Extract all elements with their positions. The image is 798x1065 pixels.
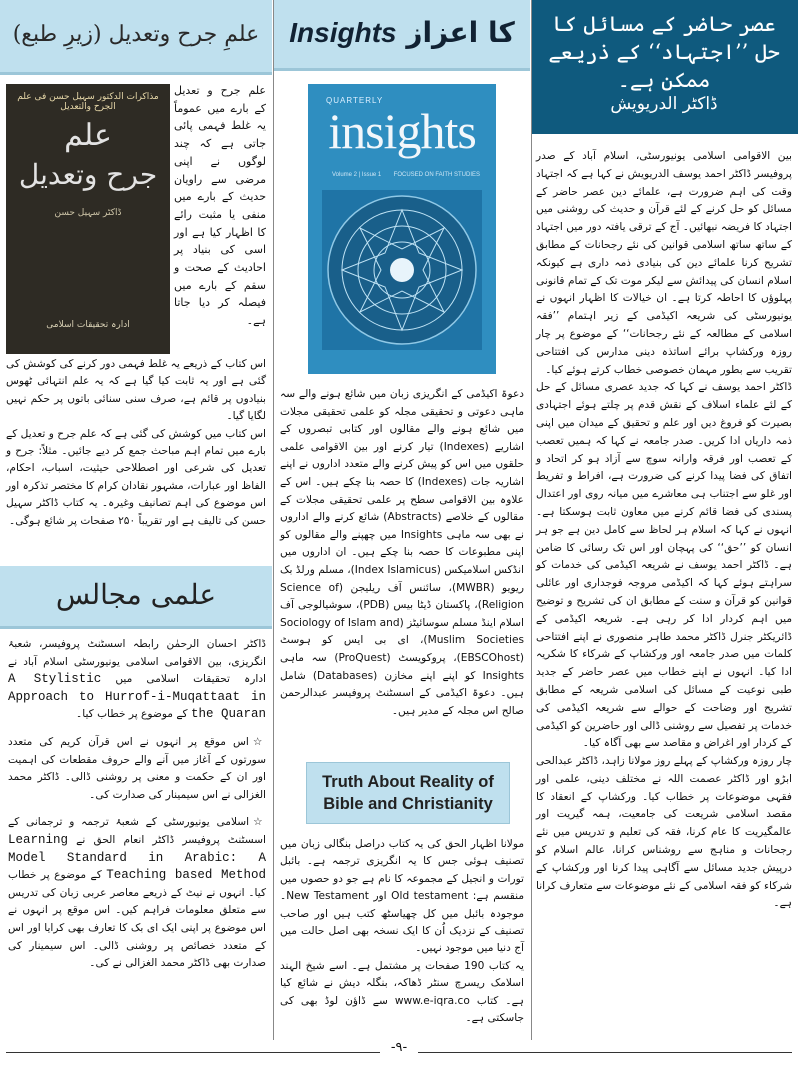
column-divider bbox=[273, 0, 274, 1040]
cover-volume: Volume 2 | Issue 1 bbox=[332, 172, 382, 178]
majalis-paragraph: ☆اسلامی یونیورسٹی کے شعبۂ ترجمہ و ترجمانی کے اسسٹنٹ پروفیسر ڈاکٹر انعام الحق نے Learning Model Standard in Arabic: A Teaching based Method کے موضوع پر خطاب کیا۔ انہوں نے نیٹ کے ذریعے معاصر عربی زبان کی تدریس سے متعلق معلومات فراہم کیں۔ اس موقع پر انہوں نے اس موضوع پر اپنی ایک ای بک کا تعارف بھی کرایا اور اس کے متعدد خصائص پر روشنی ڈالی۔ اس سیمینار کی صدارت بھی ڈاکٹر محمد الغزالی نے کی۔ bbox=[8, 816, 267, 970]
majalis-title: علمی مجالس bbox=[55, 578, 217, 611]
right-article-author: ڈاکٹر الدریویش bbox=[610, 94, 718, 114]
bible-paragraph: یہ کتاب 190 صفحات پر مشتمل ہے۔ اسے شیخ الہند اسلامک ریسرچ سنٹر ڈھاکہ، بنگلہ دیش نے شائع کیا ہے۔ کتاب www.e-iqra.co سے ڈاؤن لوڈ بھی کی جاسکتی ہے۔ bbox=[280, 959, 524, 1025]
star-icon: ☆ bbox=[253, 816, 267, 829]
majalis-paragraph: ڈاکٹر احسان الرحمٰن رابطہ اسسٹنٹ پروفیسر، شعبۂ انگریزی، بین الاقوامی اسلامی یونیورسٹی اسلام آباد نے ادارہ تحقیقات اسلامی میں A Stylistic Approach to Hurrof-i-Muqattaat in the Quaran کے موضوع پر خطاب کیا۔ bbox=[8, 638, 266, 722]
lecture-title-en: Learning Model Standard in Arabic: A Teaching based Method bbox=[8, 832, 266, 883]
middle-article-body bbox=[280, 386, 524, 720]
book-top-line: مذاکرات الدکتور سہیل حسن فی علم الجرح والتعدیل bbox=[17, 92, 159, 112]
majalis-paragraph: ☆اس موقع پر انہوں نے اس قرآن کریم کی متعدد سورتوں کے آغاز میں آنے والے حروف مقطعات کی اہمیت اور ان کے حکمت و معنی پر روشنی ڈالی۔ ڈاکٹر محمد الغزالی نے اس سیمینار کی صدارت کی۔ bbox=[8, 735, 266, 801]
right-paragraph: چار روزہ ورکشاپ کے پہلے روز مولانا زاہد، ڈاکٹر عبدالحی ابڑو اور ڈاکٹر عصمت اللہ نے مختلف دینی، علمی اور فقہی موضوعات پر خطاب کیا۔ ورکشاپ کے انعقاد کا مقصد اسلامی شریعت کی جامعیت، ہمہ گیریت اور عالمگیریت کا عام کرنا، فقہ کی تعلیم و تدریس میں نئے رجحانات و مناہج سے روشناس کرانا، عالم اسلام کو درپیش جدید مسائل سے آگاہی پیدا کرنا اور ورکشاپ کے شرکاء کو فقہ اسلامی کے نئے موضوعات سے متعارف کرانا ہے۔ bbox=[536, 755, 792, 910]
book-cover-image bbox=[6, 84, 170, 354]
right-paragraph: بین الاقوامی اسلامی یونیورسٹی، اسلام آباد کے صدر پروفیسر ڈاکٹر احمد یوسف الدریویش نے کہا ہے کہ اجتہاد وقت کی اہم ضرورت ہے، علمائے دین عصر حاضر کے مسائل کو حل کرنے کے لئے قرآن و حدیث کی روشنی میں اجتہاد کا فریضہ نبھائیں۔ آج کے ترقی یافتہ دور میں اجتہاد کے ساتھ ساتھ اسلامی قوانین کی نئے رجحانات کے مطابق تشریح کرنا علمائے دین کی بنیادی ذمہ داری ہے کیونکہ اسلام انسان کی پیدائش سے لیکر موت تک کے تمام قانونی پہلوؤں کا احاطہ کرتا ہے۔ ان خیالات کا اظہار انہوں نے یونیورسٹی کی شریعہ اکیڈمی کے زیر اہتمام ’’فقہ اسلامی کے مطالعہ کے نئے رجحانات‘‘ کے موضوع پر چار روزہ ورکشاپ برائے اساتذہ دینی مدارس کی افتتاحی تقریب سے بطور مہمان خصوصی خطاب کرتے ہوئے کیا۔ bbox=[536, 150, 792, 376]
left-paragraph: اس کتاب میں کوشش کی گئی ہے کہ علم جرح و تعدیل کے بارے میں تمام اہم مباحث جمع کر دیے جائیں۔ مثلاً: جرح و تعدیل کی شرعی اور اصطلاحی حیثیت، اسباب، احکام، الفاظ اور عبارات، مشہور نقادان کرام کا مختصر تذکرہ اور اس موضوع کی اہم تصانیف وغیرہ۔ یہ کتاب ڈاکٹر سہیل حسن کی تالیف ہے اور تقریباً ۲۵۰ صفحات پر شائع ہوگی۔ bbox=[6, 427, 266, 527]
middle-column bbox=[274, 0, 530, 1045]
left-column bbox=[0, 0, 272, 1045]
right-article-body bbox=[536, 148, 792, 913]
book-title-line2: جرح وتعدیل bbox=[18, 158, 158, 191]
book-title-line1: علم bbox=[64, 118, 112, 153]
geometric-dome-icon bbox=[322, 190, 482, 350]
insights-cover-image bbox=[308, 84, 496, 374]
bible-book-header bbox=[306, 762, 510, 824]
left-article-body bbox=[6, 356, 266, 530]
cover-tagline: FOCUSED ON FAITH STUDIES bbox=[393, 172, 480, 178]
star-icon: ☆ bbox=[252, 735, 266, 748]
right-article-header bbox=[532, 0, 798, 134]
right-column bbox=[532, 0, 798, 1045]
bible-book-title: Truth About Reality of Bible and Christianity bbox=[322, 773, 494, 813]
lecture-title-en: A Stylistic Approach to Hurrof-i-Muqattaat in the Quaran bbox=[8, 672, 266, 722]
cover-top-line: QUARTERLY bbox=[326, 96, 384, 105]
bible-paragraph: مولانا اظہار الحق کی یہ کتاب دراصل بنگالی زبان میں تصنیف ہوئی جس کا یہ انگریزی ترجمہ ہے۔ بائبل تورات و انجیل کے مجموعہ کا نام ہے جو دو حصوں میں منقسم ہے: Old testament اور New Testament۔ موجودہ بائبل میں کل چھیاسٹھ کتب ہیں اور صاحب تصنیف کے نزدیک اُن کا ایک نسخہ بھی اصل حالت میں آج دنیا میں موجود نہیں۔ bbox=[280, 838, 524, 955]
cover-name: insights bbox=[328, 103, 476, 159]
middle-article-title: Insights کا اعزاز bbox=[289, 16, 515, 49]
column-divider bbox=[531, 0, 532, 1040]
middle-article-header bbox=[274, 0, 530, 71]
majalis-header bbox=[0, 566, 272, 629]
left-article-title: علمِ جرح وتعدیل (زیرِ طبع) bbox=[12, 22, 260, 47]
right-paragraph: ڈاکٹر احمد یوسف نے کہا کہ جدید عصری مسائل کے حل کے لئے علماء اسلاف کے نقش قدم پر چلتے ہوئے اجتہادی بصیرت کو فروغ دیں اور علم و تحقیق کے میدان میں اپنی ذمہ داریاں ادا کریں۔ صدر جامعہ نے کہا کہ ہمیں تعصب کے تعصب اور فرقہ وارانہ سوچ سے آزاد ہو کر اتحاد و اتفاق کی فضا پیدا کرنے کی ضرورت ہے، افراط و تفریط اور غلو سے اجتناب ہی معاشرے میں میانہ روی اور اعتدال پسندی کی فضا قائم کرنے میں معاون ثابت ہوسکتا ہے۔ انہوں نے کہا کہ اسلام ہر لحاظ سے کامل دین ہے جو ہر انسان کو ’’حق‘‘ کی پہچان اور اس تک رسائی کا ضامن ہے۔ ڈاکٹر احمد یوسف نے شریعہ اکیڈمی کی خدمات کو سراہتے ہوئے کہا کہ اکیڈمی مروجہ فوجداری اور عائلی قوانین کو قرآن و سنت کے مطابق ان کی تشریح و توضیح میں اہم کردار ادا کر رہی ہے۔ شریعہ اکیڈمی کے ڈائریکٹر جنرل ڈاکٹر محمد طاہر منصوری نے اپنے افتتاحی کلمات میں صدر جامعہ اور ورکشاپ کے شرکاء کا شکریہ ادا کیا۔ انہوں نے اپنے خطاب میں عصر حاضر کے جدید طبی نوعیت کے مسائل کی اسلامی شریعہ کے مطابق تشریح اور وضاحت کے حوالے سے شریعہ اکیڈمی کی خدمات پر تفصیل سے روشنی ڈالی اور حاضرین کو اکیڈمی کے کردار اور اغراض و مقاصد سے بھی آگاہ کیا۔ bbox=[536, 381, 792, 750]
left-side-text: علم جرح و تعدیل کے بارے میں عموماً یہ غلط فہمی پائی جاتی ہے کہ چند لوگوں نے اپنی مرضی سے راویان حدیث کے بارے میں منفی یا مثبت رائے کا اظہار کیا ہے اور اسی کی بنیاد پر احادیث کے صحت و سقم کے بارے میں فیصلہ کر دیا جاتا ہے۔ bbox=[174, 84, 266, 328]
left-paragraph: اس کتاب کے ذریعے یہ غلط فہمی دور کرنے کی کوشش کی گئی ہے اور یہ ثابت کیا گیا ہے کہ یہ علم انتہائی ٹھوس بنیادوں پر قائم ہے، صرف سنی سنائی باتوں پر حکم نہیں لگایا گیا۔ bbox=[6, 358, 266, 423]
book-author: ڈاکٹر سہیل حسن bbox=[54, 208, 122, 218]
majalis-body bbox=[8, 636, 266, 983]
page-number: -۹- bbox=[380, 1040, 418, 1064]
bible-book-body bbox=[280, 836, 524, 1027]
right-article-title: عصر حاضر کے مسائل کا حل ’’اجتہاد‘‘ کے ذریعے ممکن ہے۔ bbox=[548, 12, 780, 92]
left-article-header bbox=[0, 0, 272, 75]
middle-paragraph: دعوۃ اکیڈمی کے انگریزی زبان میں شائع ہونے والے سہ ماہی دعوتی و تحقیقی مجلہ کو علمی تحقیقی مجلات میں شائع ہونے والے مقالوں اور کتابی تبصروں کے اشاریے (Indexes) تیار کرنے اور بین الاقوامی علمی حلقوں میں اس کو پیش کرنے والے متعدد اداروں نے اپنے اشاریہ جات (Indexes) کا حصہ بنا چکے ہیں۔ اس کے علاوہ بین الاقوامی سطح پر علمی تحقیقی مجلات کے مقالوں کے خلاصے (Abstracts) شائع کرنے والے اداروں نے بھی سہ ماہی Insights میں چھپنے والے مقالوں کو اپنی مطبوعات کا حصہ بنا چکے ہیں۔ ان اداروں میں انڈکس اسلامیکس (Index Islamicus)، مسلم ورلڈ بک ریویو (MWBR)، سائنس آف ریلیجن (Science of Religion)، پاکستان ڈیٹا بیس (PDB)، سوشیالوجی آف اسلام اینڈ مسلم سوسائیٹز (Sociology of Islam and Muslim Societies)، ای بی ایس کو ہوسٹ (EBSCOhost)، پروکویسٹ (ProQuest) سہ ماہی Insights کو اپنے اپنے مخازن (Databases) شامل ہیں۔ دعوۃ اکیڈمی کے اسسٹنٹ پروفیسر عبدالرحمن صالح اس مجلہ کے مدیر ہیں۔ bbox=[280, 388, 525, 717]
book-publisher: ادارہ تحقیقات اسلامی bbox=[46, 320, 130, 330]
